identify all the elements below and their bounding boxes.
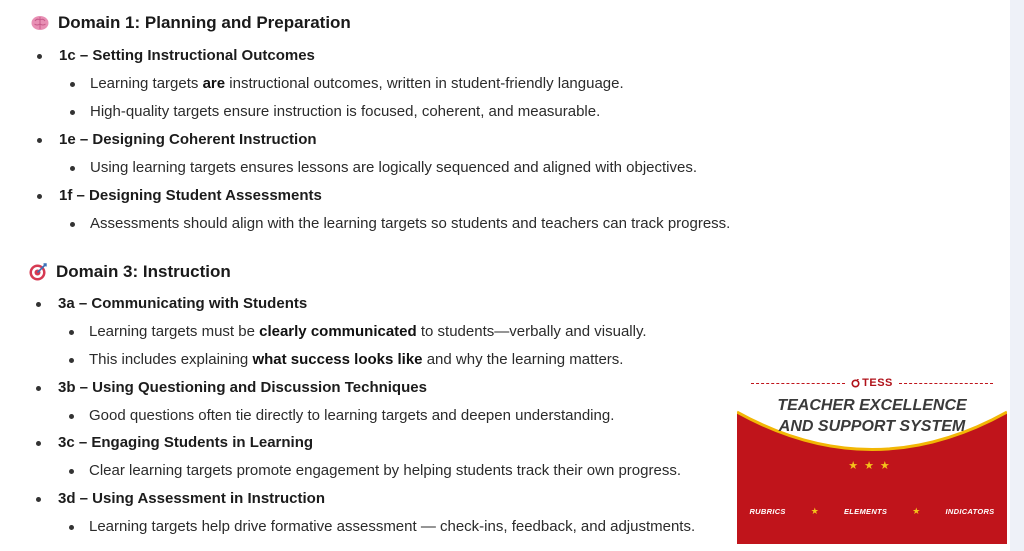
item-3d-sub-1: Learning targets help drive formative assessment — check-ins, feedback, and adjustments. <box>89 518 696 535</box>
tess-brand: TESS <box>851 377 893 389</box>
item-3b: 3b – Using Questioning and Discussion Techniques <box>58 379 427 396</box>
domain-1-title: Domain 1: Planning and Preparation <box>58 13 351 32</box>
label-rubrics: RUBRICS <box>749 506 786 516</box>
item-3a-sub-2: This includes explaining what success looks like and why the learning matters. <box>89 351 624 368</box>
item-3c: 3c – Engaging Students in Learning <box>58 434 314 451</box>
item-1e: 1e – Designing Coherent Instruction <box>59 131 317 148</box>
tess-brand-row <box>751 376 993 390</box>
item-1c: 1c – Setting Instructional Outcomes <box>59 47 315 64</box>
item-1c-sub-2: High-quality targets ensure instruction is focused, coherent, and measurable. <box>90 103 601 120</box>
item-1e-sub-1: Using learning targets ensures lessons are logically sequenced and aligned with objectives. <box>90 159 698 176</box>
divider <box>751 383 845 384</box>
domain-1-heading <box>30 13 351 33</box>
item-3a: 3a – Communicating with Students <box>58 295 308 312</box>
item-3b-sub-1: Good questions often tie directly to learning targets and deepen understanding. <box>89 407 615 424</box>
label-indicators: INDICATORS <box>945 506 995 516</box>
tess-logo-image <box>737 367 1007 544</box>
tess-title-line-2: AND SUPPORT SYSTEM <box>778 418 966 435</box>
item-1f-sub-1: Assessments should align with the learning targets so students and teachers can track progress. <box>90 215 731 232</box>
divider <box>899 383 993 384</box>
star-icon: ★ <box>912 505 921 516</box>
star-icons: ★★★ <box>848 460 896 472</box>
item-3a-sub-1: Learning targets must be clearly communicated to students—verbally and visually. <box>89 323 647 340</box>
star-icon: ★ <box>810 505 820 516</box>
tess-bottom-labels <box>737 503 1007 519</box>
target-icon <box>28 262 48 282</box>
label-elements: ELEMENTS <box>844 506 888 516</box>
item-3c-sub-1: Clear learning targets promote engagement by helping students track their own progress. <box>89 462 681 479</box>
item-1f: 1f – Designing Student Assessments <box>59 187 322 204</box>
item-1c-sub-1: Learning targets are instructional outcomes, written in student-friendly language. <box>90 75 624 92</box>
brain-icon <box>30 13 50 33</box>
tess-mark-icon <box>851 379 860 388</box>
tess-title-line-1: TEACHER EXCELLENCE <box>777 397 967 414</box>
item-3d: 3d – Using Assessment in Instruction <box>58 490 326 507</box>
domain-3-title: Domain 3: Instruction <box>56 262 231 281</box>
domain-3-heading <box>28 262 231 282</box>
scrollbar[interactable] <box>1010 0 1024 551</box>
